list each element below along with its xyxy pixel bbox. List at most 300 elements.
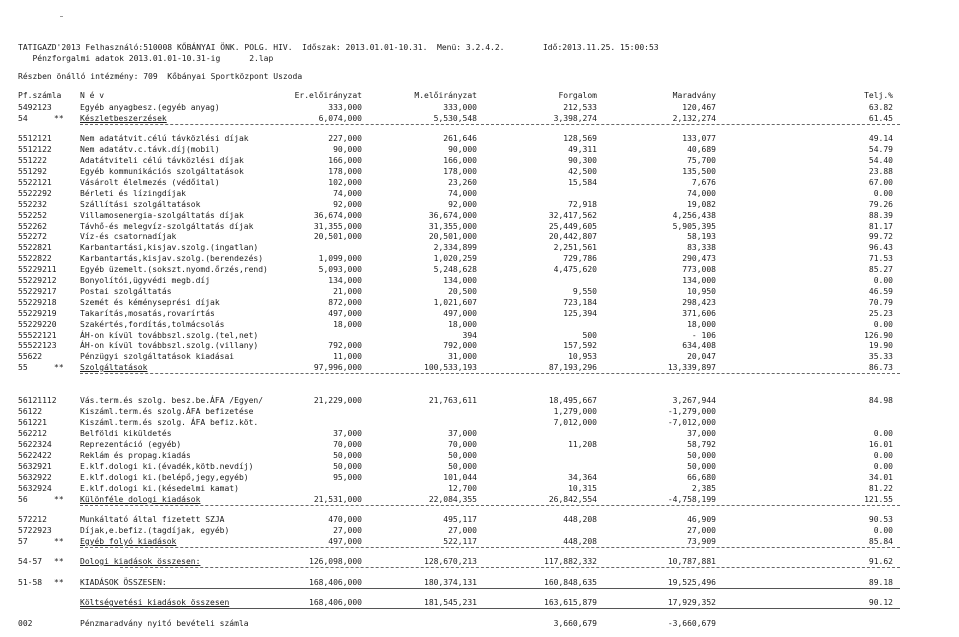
account-code: 5522821 <box>18 243 52 252</box>
table-row <box>0 222 959 232</box>
modified-budget: 5,530,548 <box>433 114 477 123</box>
modified-budget: 18,000 <box>448 320 477 329</box>
modified-budget: 31,355,000 <box>428 222 477 231</box>
account-code: 5492123 <box>18 103 52 112</box>
table-row <box>0 396 959 406</box>
modified-budget: 74,000 <box>448 189 477 198</box>
table-row <box>0 557 959 567</box>
account-name: Egyéb anyagbesz.(egyéb anyag) <box>80 103 220 112</box>
account-name: Belföldi kiküldetés <box>80 429 172 438</box>
remainder: 290,473 <box>682 254 716 263</box>
modified-budget: 333,000 <box>443 103 477 112</box>
turnover: 212,533 <box>563 103 597 112</box>
modified-budget: 522,117 <box>443 537 477 546</box>
turnover: 2,251,561 <box>553 243 597 252</box>
account-code: 55229220 <box>18 320 57 329</box>
table-row <box>0 451 959 461</box>
original-budget: 11,000 <box>333 352 362 361</box>
fulfilment-percent: 0.00 <box>873 462 893 471</box>
original-budget: 102,000 <box>328 178 362 187</box>
table-row <box>0 526 959 536</box>
original-budget: 792,000 <box>328 341 362 350</box>
turnover: 448,208 <box>563 515 597 524</box>
separator-line <box>80 373 900 374</box>
fulfilment-percent: 49.14 <box>868 134 893 143</box>
remainder: 74,000 <box>687 189 716 198</box>
account-code: 55622 <box>18 352 43 361</box>
modified-budget: 50,000 <box>448 451 477 460</box>
account-name: Egyéb kommunikációs szolgáltatások <box>80 167 244 176</box>
table-row <box>0 515 959 525</box>
modified-budget: 495,117 <box>443 515 477 524</box>
table-row <box>0 276 959 286</box>
account-name: E.klf.dologi ki.(késedelmi kamat) <box>80 484 239 493</box>
account-name: KIADÁSOK ÖSSZESEN: <box>80 578 167 587</box>
col-header-name: N é v <box>80 91 105 100</box>
account-code: 5522822 <box>18 254 52 263</box>
table-row <box>0 320 959 330</box>
remainder: 83,338 <box>687 243 716 252</box>
table-row <box>0 156 959 166</box>
separator-line <box>80 124 900 125</box>
remainder: 19,525,496 <box>667 578 716 587</box>
table-row <box>0 462 959 472</box>
remainder: 20,047 <box>687 352 716 361</box>
fulfilment-percent: 67.00 <box>868 178 893 187</box>
account-code: 5622422 <box>18 451 52 460</box>
remainder: 58,792 <box>687 440 716 449</box>
modified-budget: 5,248,628 <box>433 265 477 274</box>
modified-budget: 12,700 <box>448 484 477 493</box>
turnover: 15,584 <box>568 178 597 187</box>
account-name: E.klf.dologi ki.(belépő,jegy,egyéb) <box>80 473 249 482</box>
original-budget: 95,000 <box>333 473 362 482</box>
modified-budget: 261,646 <box>443 134 477 143</box>
account-code: 54 <box>18 114 28 123</box>
modified-budget: 134,000 <box>443 276 477 285</box>
table-row <box>0 440 959 450</box>
original-budget: 134,000 <box>328 276 362 285</box>
remainder: 37,000 <box>687 429 716 438</box>
remainder: 5,905,395 <box>672 222 716 231</box>
table-row <box>0 265 959 275</box>
account-name: Különféle dologi kiadások <box>80 495 201 504</box>
account-code: 5722923 <box>18 526 52 535</box>
turnover: 10,315 <box>568 484 597 493</box>
table-row <box>0 232 959 242</box>
report-header-line-2: Pénzforgalmi adatok 2013.01.01-10.31-ig 2.lap <box>18 54 274 63</box>
account-code: 55522123 <box>18 341 57 350</box>
separator-line <box>80 608 900 609</box>
account-name: Kiszáml.term.és szolg. ÁFA befiz.köt. <box>80 418 259 427</box>
modified-budget: 1,021,607 <box>433 298 477 307</box>
institution-line: Részben önálló intézmény: 709 Kőbányai Sportközpont Uszoda <box>18 72 303 81</box>
turnover: 49,311 <box>568 145 597 154</box>
remainder: 50,000 <box>687 462 716 471</box>
fulfilment-percent: 46.59 <box>868 287 893 296</box>
fulfilment-percent: 61.45 <box>868 114 893 123</box>
turnover: 448,208 <box>563 537 597 546</box>
table-row <box>0 309 959 319</box>
fulfilment-percent: 126.90 <box>864 331 893 340</box>
table-row <box>0 331 959 341</box>
account-name: Egyéb üzemelt.(sokszt.nyomd.őrzés,rend) <box>80 265 268 274</box>
table-row <box>0 211 959 221</box>
table-row <box>0 145 959 155</box>
account-code: 55229211 <box>18 265 57 274</box>
fulfilment-percent: 25.23 <box>868 309 893 318</box>
turnover: 723,184 <box>563 298 597 307</box>
fulfilment-percent: 99.72 <box>868 232 893 241</box>
table-row <box>0 598 959 608</box>
modified-budget: 20,500 <box>448 287 477 296</box>
total-marker: ** <box>54 557 64 566</box>
original-budget: 872,000 <box>328 298 362 307</box>
turnover: 163,615,879 <box>544 598 597 607</box>
original-budget: 21,531,000 <box>313 495 362 504</box>
account-name: Szállítási szolgáltatások <box>80 200 201 209</box>
remainder: 75,700 <box>687 156 716 165</box>
remainder: 133,077 <box>682 134 716 143</box>
account-code: 572212 <box>18 515 47 524</box>
fulfilment-percent: 16.01 <box>868 440 893 449</box>
column-header-row <box>0 91 959 101</box>
remainder: 13,339,897 <box>667 363 716 372</box>
col-header-turnover: Forgalom <box>558 91 597 100</box>
account-code: 55522121 <box>18 331 57 340</box>
fulfilment-percent: 121.55 <box>864 495 893 504</box>
fulfilment-percent: 85.27 <box>868 265 893 274</box>
remainder: 58,193 <box>687 232 716 241</box>
account-name: Díjak,e.befiz.(tagdíjak, egyéb) <box>80 526 230 535</box>
fulfilment-percent: 0.00 <box>873 526 893 535</box>
separator-line <box>80 505 900 506</box>
original-budget: 97,996,000 <box>313 363 362 372</box>
account-name: Karbantartás,kisjav.szolg.(berendezés) <box>80 254 264 263</box>
table-row <box>0 407 959 417</box>
turnover: 3,660,679 <box>553 619 597 628</box>
table-row <box>0 341 959 351</box>
turnover: 125,394 <box>563 309 597 318</box>
remainder: 66,680 <box>687 473 716 482</box>
account-code: 551292 <box>18 167 47 176</box>
remainder: 50,000 <box>687 451 716 460</box>
table-row <box>0 178 959 188</box>
separator-line <box>80 588 900 589</box>
fulfilment-percent: 79.26 <box>868 200 893 209</box>
original-budget: 31,355,000 <box>313 222 362 231</box>
remainder: -1,279,000 <box>667 407 716 416</box>
original-budget: 126,098,000 <box>309 557 362 566</box>
remainder: 73,909 <box>687 537 716 546</box>
fulfilment-percent: 89.18 <box>868 578 893 587</box>
account-name: Bonyolítói,ügyvédi megb.díj <box>80 276 211 285</box>
turnover: 9,550 <box>572 287 597 296</box>
table-row <box>0 578 959 588</box>
turnover: 42,500 <box>568 167 597 176</box>
account-code: 5522292 <box>18 189 52 198</box>
remainder: 773,008 <box>682 265 716 274</box>
fulfilment-percent: 54.79 <box>868 145 893 154</box>
table-row <box>0 473 959 483</box>
table-row <box>0 103 959 113</box>
turnover: 32,417,562 <box>548 211 597 220</box>
account-code: 562212 <box>18 429 47 438</box>
original-budget: 50,000 <box>333 451 362 460</box>
turnover: 20,442,807 <box>548 232 597 241</box>
fulfilment-percent: 19.90 <box>868 341 893 350</box>
account-name: Szemét és kéményseprési díjak <box>80 298 220 307</box>
account-code: 56122 <box>18 407 43 416</box>
modified-budget: 27,000 <box>448 526 477 535</box>
original-budget: 92,000 <box>333 200 362 209</box>
original-budget: 27,000 <box>333 526 362 535</box>
modified-budget: 2,334,899 <box>433 243 477 252</box>
account-code: 55229212 <box>18 276 57 285</box>
account-name: Pénzügyi szolgáltatások kiadásai <box>80 352 235 361</box>
original-budget: 21,000 <box>333 287 362 296</box>
account-name: Villamosenergia-szolgáltatás díjak <box>80 211 244 220</box>
modified-budget: 31,000 <box>448 352 477 361</box>
original-budget: 70,000 <box>333 440 362 449</box>
total-marker: ** <box>54 578 64 587</box>
account-name: Távhő-és melegvíz-szolgáltatás díjak <box>80 222 254 231</box>
fulfilment-percent: 71.53 <box>868 254 893 263</box>
table-row <box>0 243 959 253</box>
table-row <box>0 254 959 264</box>
table-row <box>0 134 959 144</box>
account-code: 5632924 <box>18 484 52 493</box>
turnover: 7,012,000 <box>553 418 597 427</box>
table-row <box>0 484 959 494</box>
remainder: 120,467 <box>682 103 716 112</box>
account-name: Egyéb folyó kiadások <box>80 537 177 546</box>
fulfilment-percent: 91.62 <box>868 557 893 566</box>
account-name: Vás.term.és szolg. besz.be.ÁFA /Egyen/ <box>80 396 264 405</box>
account-code: 552252 <box>18 211 47 220</box>
account-code: 552262 <box>18 222 47 231</box>
table-row <box>0 298 959 308</box>
remainder: 3,267,944 <box>672 396 716 405</box>
remainder: 134,000 <box>682 276 716 285</box>
original-budget: 470,000 <box>328 515 362 524</box>
modified-budget: 128,670,213 <box>424 557 477 566</box>
table-row <box>0 200 959 210</box>
turnover: 87,193,296 <box>548 363 597 372</box>
account-code: 5632921 <box>18 462 52 471</box>
modified-budget: 21,763,611 <box>428 396 477 405</box>
turnover: 160,848,635 <box>544 578 597 587</box>
remainder: 2,132,274 <box>672 114 716 123</box>
original-budget: 497,000 <box>328 537 362 546</box>
modified-budget: 50,000 <box>448 462 477 471</box>
account-code: 55229218 <box>18 298 57 307</box>
modified-budget: 101,044 <box>443 473 477 482</box>
total-marker: ** <box>54 363 64 372</box>
fulfilment-percent: 23.88 <box>868 167 893 176</box>
original-budget: 21,229,000 <box>313 396 362 405</box>
account-code: 55229217 <box>18 287 57 296</box>
original-budget: 333,000 <box>328 103 362 112</box>
fulfilment-percent: 35.33 <box>868 352 893 361</box>
fulfilment-percent: 96.43 <box>868 243 893 252</box>
remainder: - 106 <box>691 331 716 340</box>
account-name: E.klf.dologi ki.(évadék,kötb.nevdíj) <box>80 462 254 471</box>
turnover: 500 <box>582 331 597 340</box>
account-name: Reprezentáció (egyéb) <box>80 440 182 449</box>
remainder: 18,000 <box>687 320 716 329</box>
account-code: 5622324 <box>18 440 52 449</box>
table-row <box>0 619 959 629</box>
original-budget: 166,000 <box>328 156 362 165</box>
remainder: 2,385 <box>691 484 716 493</box>
modified-budget: 36,674,000 <box>428 211 477 220</box>
modified-budget: 178,000 <box>443 167 477 176</box>
account-name: Postai szolgáltatás <box>80 287 172 296</box>
table-row <box>0 495 959 505</box>
original-budget: 18,000 <box>333 320 362 329</box>
original-budget: 168,406,000 <box>309 578 362 587</box>
separator-line <box>80 547 900 548</box>
account-name: Dologi kiadások összesen: <box>80 557 201 566</box>
modified-budget: 22,084,355 <box>428 495 477 504</box>
account-code: 5522121 <box>18 178 52 187</box>
account-code: 552272 <box>18 232 47 241</box>
remainder: 10,950 <box>687 287 716 296</box>
table-row <box>0 537 959 547</box>
modified-budget: 70,000 <box>448 440 477 449</box>
account-code: 55229219 <box>18 309 57 318</box>
turnover: 10,953 <box>568 352 597 361</box>
remainder: 27,000 <box>687 526 716 535</box>
fulfilment-percent: 63.82 <box>868 103 893 112</box>
original-budget: 497,000 <box>328 309 362 318</box>
account-name: Víz-és csatornadíjak <box>80 232 177 241</box>
col-header-fulfilment: Telj.% <box>864 91 893 100</box>
account-code: 5512122 <box>18 145 52 154</box>
fulfilment-percent: 85.84 <box>868 537 893 546</box>
account-name: Szolgáltatások <box>80 363 148 372</box>
remainder: -3,660,679 <box>667 619 716 628</box>
modified-budget: 37,000 <box>448 429 477 438</box>
turnover: 90,300 <box>568 156 597 165</box>
fulfilment-percent: 81.22 <box>868 484 893 493</box>
table-row <box>0 352 959 362</box>
report-header-line-1: TATIGAZD'2013 Felhasználó:510008 KŐBÁNYAI ÖNK. POLG. HIV. Időszak: 2013.01.01-10.31. Menü: 3.2.4.2. Idő:2013.11.25. 15:00:53 <box>18 43 659 52</box>
fulfilment-percent: 88.39 <box>868 211 893 220</box>
modified-budget: 100,533,193 <box>424 363 477 372</box>
separator-line <box>120 567 900 568</box>
account-code: 57 <box>18 537 28 546</box>
remainder: 46,909 <box>687 515 716 524</box>
turnover: 117,882,332 <box>544 557 597 566</box>
modified-budget: 1,020,259 <box>433 254 477 263</box>
col-header-remainder: Maradvány <box>672 91 716 100</box>
modified-budget: 23,260 <box>448 178 477 187</box>
account-name: Nem adatátv.c.távk.díj(mobil) <box>80 145 220 154</box>
table-row <box>0 167 959 177</box>
turnover: 72,918 <box>568 200 597 209</box>
remainder: 17,929,352 <box>667 598 716 607</box>
turnover: 729,786 <box>563 254 597 263</box>
original-budget: 74,000 <box>333 189 362 198</box>
account-name: Karbantartási,kisjav.szolg.(ingatlan) <box>80 243 259 252</box>
original-budget: 178,000 <box>328 167 362 176</box>
fulfilment-percent: 84.98 <box>868 396 893 405</box>
original-budget: 36,674,000 <box>313 211 362 220</box>
turnover: 25,449,605 <box>548 222 597 231</box>
fulfilment-percent: 0.00 <box>873 429 893 438</box>
account-code: 002 <box>18 619 33 628</box>
account-code: 51-58 <box>18 578 43 587</box>
fulfilment-percent: 0.00 <box>873 189 893 198</box>
account-code: 552232 <box>18 200 47 209</box>
account-code: 561221 <box>18 418 47 427</box>
modified-budget: 497,000 <box>443 309 477 318</box>
fulfilment-percent: 34.01 <box>868 473 893 482</box>
original-budget: 6,074,000 <box>318 114 362 123</box>
remainder: 10,787,881 <box>667 557 716 566</box>
account-name: Készletbeszerzések <box>80 114 167 123</box>
fulfilment-percent: 54.40 <box>868 156 893 165</box>
remainder: 135,500 <box>682 167 716 176</box>
account-code: 56 <box>18 495 28 504</box>
modified-budget: 166,000 <box>443 156 477 165</box>
modified-budget: 792,000 <box>443 341 477 350</box>
fulfilment-percent: 90.53 <box>868 515 893 524</box>
account-name: Vásárolt élelmezés (védőital) <box>80 178 220 187</box>
fulfilment-percent: 90.12 <box>868 598 893 607</box>
modified-budget: 90,000 <box>448 145 477 154</box>
fulfilment-percent: 0.00 <box>873 451 893 460</box>
remainder: 40,689 <box>687 145 716 154</box>
original-budget: 1,099,000 <box>318 254 362 263</box>
fulfilment-percent: 0.00 <box>873 276 893 285</box>
remainder: 19,082 <box>687 200 716 209</box>
fulfilment-percent: 70.79 <box>868 298 893 307</box>
col-header-account: Pf.számla <box>18 91 62 100</box>
modified-budget: 20,501,000 <box>428 232 477 241</box>
account-name: ÁH-on kívül továbbszl.szolg.(villany) <box>80 341 259 350</box>
remainder: -4,758,199 <box>667 495 716 504</box>
remainder: 371,606 <box>682 309 716 318</box>
remainder: 634,408 <box>682 341 716 350</box>
account-name: Nem adatátvit.célú távközlési díjak <box>80 134 249 143</box>
account-code: 5512121 <box>18 134 52 143</box>
remainder: 298,423 <box>682 298 716 307</box>
account-name: Bérleti és lízingdíjak <box>80 189 186 198</box>
table-row <box>0 429 959 439</box>
account-name: Kiszáml.term.és szolg.ÁFA befizetése <box>80 407 254 416</box>
fulfilment-percent: 86.73 <box>868 363 893 372</box>
original-budget: 50,000 <box>333 462 362 471</box>
account-name: Adatátviteli célú távközlési díjak <box>80 156 244 165</box>
account-name: ÁH-on kívül továbbszl.szolg.(tel,net) <box>80 331 259 340</box>
turnover: 34,364 <box>568 473 597 482</box>
modified-budget: 394 <box>462 331 477 340</box>
original-budget: 20,501,000 <box>313 232 362 241</box>
turnover: 26,842,554 <box>548 495 597 504</box>
remainder: 4,256,438 <box>672 211 716 220</box>
account-code: 55 <box>18 363 28 372</box>
original-budget: 168,406,000 <box>309 598 362 607</box>
account-name: Takarítás,mosatás,rovarírtás <box>80 309 215 318</box>
remainder: -7,012,000 <box>667 418 716 427</box>
original-budget: 5,093,000 <box>318 265 362 274</box>
fulfilment-percent: 81.17 <box>868 222 893 231</box>
account-name: Költségvetési kiadások összesen <box>80 598 230 607</box>
table-row <box>0 363 959 373</box>
